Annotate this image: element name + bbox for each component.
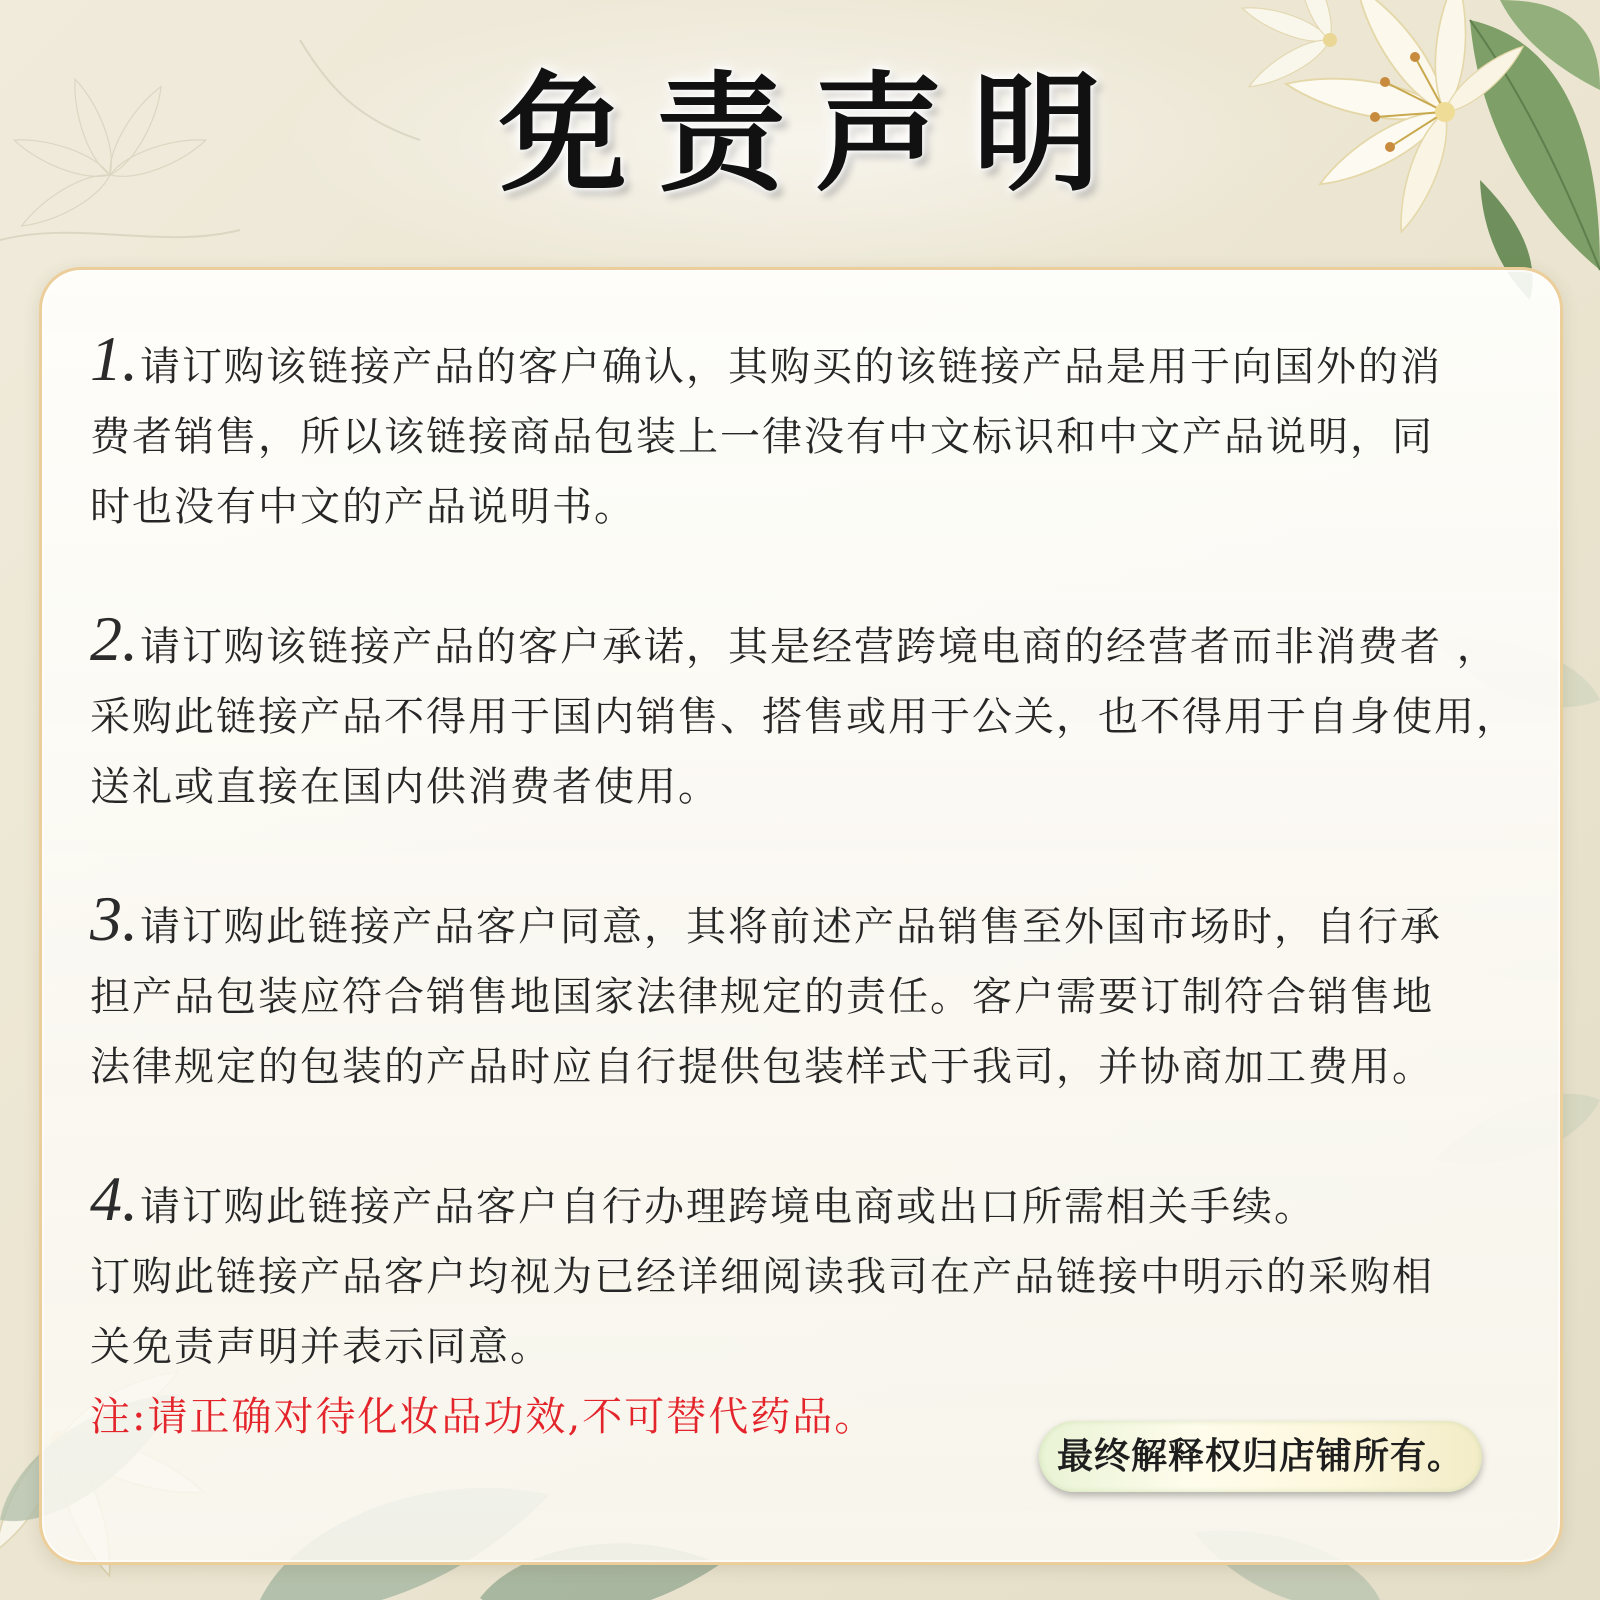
clause-number: 4. (90, 1163, 138, 1234)
clause-line: 担产品包装应符合销售地国家法律规定的责任。客户需要订制符合销售地 (90, 974, 1434, 1020)
clause-2 (90, 603, 1530, 822)
clause-line (90, 883, 1530, 962)
clause-line (90, 1163, 1530, 1242)
clause-number: 3. (90, 883, 138, 954)
clause-text: 请订购此链接产品客户同意，其将前述产品销售至外国市场时，自行承 (140, 904, 1442, 950)
clause-line: 关免责声明并表示同意。 (90, 1324, 552, 1370)
clause-line (90, 323, 1530, 402)
warning-note: 注:请正确对待化妆品功效,不可替代药品。 (90, 1394, 877, 1440)
clause-4 (90, 1163, 1530, 1382)
clause-line: 法律规定的包装的产品时应自行提供包装样式于我司，并协商加工费用。 (90, 1044, 1434, 1090)
clause-3 (90, 883, 1530, 1102)
clause-line (90, 603, 1530, 682)
disclaimer-card (39, 267, 1563, 1565)
clause-text: 请订购该链接产品的客户确认，其购买的该链接产品是用于向国外的消 (140, 344, 1442, 390)
clause-line: 费者销售，所以该链接商品包装上一律没有中文标识和中文产品说明，同 (90, 414, 1434, 460)
clause-line: 订购此链接产品客户均视为已经详细阅读我司在产品链接中明示的采购相 (90, 1254, 1434, 1300)
clause-1 (90, 323, 1530, 542)
clause-line: 采购此链接产品不得用于国内销售、搭售或用于公关，也不得用于自身使用， (90, 694, 1518, 740)
page-title: 免责声明 (498, 59, 1131, 209)
final-interpretation-badge: 最终解释权归店铺所有。 (1039, 1421, 1482, 1492)
clause-line: 时也没有中文的产品说明书。 (90, 484, 636, 530)
clause-number: 1. (90, 323, 138, 394)
clause-text: 请订购该链接产品的客户承诺，其是经营跨境电商的经营者而非消费者 ， (140, 624, 1499, 670)
clause-line: 送礼或直接在国内供消费者使用。 (90, 764, 720, 810)
disclaimer-content (90, 323, 1530, 1452)
clause-number: 2. (90, 603, 138, 674)
clause-text: 请订购此链接产品客户自行办理跨境电商或出口所需相关手续。 (140, 1184, 1316, 1230)
